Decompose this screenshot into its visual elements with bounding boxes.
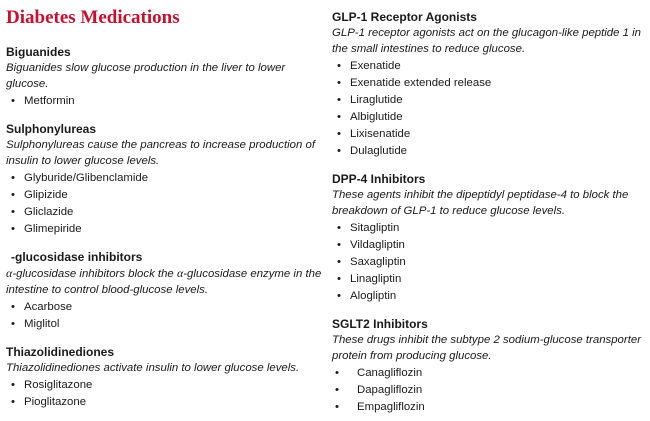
drug-list — [6, 377, 324, 411]
bullet-icon: • — [11, 301, 15, 313]
drug-item — [6, 221, 324, 238]
bullet-icon: • — [11, 379, 15, 391]
left-column — [6, 0, 324, 411]
drug-name: Metformin — [24, 95, 75, 107]
section-sulphonylureas — [6, 122, 324, 238]
bullet-icon: • — [11, 189, 15, 201]
section-description: Sulphonylureas cause the pancreas to increase production of insulin to lower glucose levels. — [6, 139, 316, 167]
bullet-icon: • — [335, 367, 339, 379]
drug-name: Linagliptin — [350, 273, 402, 285]
section-description: Biguanides slow glucose production in the liver to lower glucose. — [6, 62, 286, 90]
section-thiazolidinediones — [6, 345, 324, 411]
bullet-icon: • — [11, 206, 15, 218]
section-glp1-agonists — [332, 10, 648, 160]
page-title: Diabetes Medications — [6, 7, 180, 28]
drug-name: Exenatide — [350, 60, 401, 72]
drug-name: Liraglutide — [350, 94, 403, 106]
drug-item — [332, 271, 648, 288]
drug-name: Glipizide — [24, 189, 68, 201]
bullet-icon: • — [337, 94, 341, 106]
drug-name: Sitagliptin — [350, 222, 400, 234]
section-title: Sulphonylureas — [6, 122, 97, 136]
section-title: DPP-4 Inhibitors — [332, 172, 426, 186]
bullet-icon: • — [337, 111, 341, 123]
bullet-icon: • — [337, 128, 341, 140]
drug-item — [6, 394, 324, 411]
drug-name: Acarbose — [24, 301, 73, 313]
drug-name: Albiglutide — [350, 111, 403, 123]
section-dpp4-inhibitors — [332, 172, 648, 305]
bullet-icon: • — [337, 145, 341, 157]
drug-name: Canagliflozin — [357, 367, 423, 379]
drug-item — [332, 237, 648, 254]
bullet-icon: • — [335, 384, 339, 396]
bullet-icon: • — [337, 256, 341, 268]
drug-name: Lixisenatide — [350, 128, 411, 140]
drug-name: Saxagliptin — [350, 256, 406, 268]
section-title: GLP-1 Receptor Agonists — [332, 10, 477, 24]
drug-item — [6, 377, 324, 394]
bullet-icon: • — [11, 396, 15, 408]
drug-item — [6, 316, 324, 333]
drug-item — [6, 170, 324, 187]
drug-item — [332, 288, 648, 305]
description-text: -glucosidase inhibitors block the — [12, 268, 177, 280]
section-sglt2-inhibitors — [332, 317, 648, 416]
drug-name: Empagliflozin — [357, 401, 425, 413]
section-title: SGLT2 Inhibitors — [332, 317, 428, 331]
drug-name: Dulaglutide — [350, 145, 407, 157]
drug-item — [332, 109, 648, 126]
drug-name: Vildagliptin — [350, 239, 405, 251]
drug-name: Alogliptin — [350, 290, 397, 302]
drug-name: Rosiglitazone — [24, 379, 93, 391]
drug-item — [332, 399, 648, 416]
section-title: -glucosidase inhibitors — [11, 250, 143, 264]
drug-item — [6, 93, 324, 110]
description-text: -glucosidase enzyme in the intestine to control blood-glucose levels. — [6, 268, 322, 296]
alpha-symbol: α — [176, 266, 184, 280]
bullet-icon: • — [337, 290, 341, 302]
section-description: GLP-1 receptor agonists act on the glucagon-like peptide 1 in the small intestines to reduce glucose. — [332, 27, 642, 55]
drug-name: Dapagliflozin — [357, 384, 423, 396]
drug-item — [332, 220, 648, 237]
drug-item — [6, 187, 324, 204]
drug-list — [332, 365, 648, 416]
bullet-icon: • — [337, 60, 341, 72]
section-glucosidase-inhibitors — [6, 250, 324, 333]
bullet-icon: • — [11, 318, 15, 330]
section-description: Thiazolidinediones activate insulin to lower glucose levels. — [6, 362, 300, 374]
bullet-icon: • — [337, 273, 341, 285]
drug-list — [6, 93, 324, 110]
section-biguanides — [6, 45, 324, 110]
drug-list — [6, 299, 324, 333]
drug-name: Glimepiride — [24, 223, 82, 235]
drug-name: Miglitol — [24, 318, 60, 330]
bullet-icon: • — [337, 222, 341, 234]
drug-item — [332, 126, 648, 143]
drug-item — [6, 204, 324, 221]
drug-item — [332, 75, 648, 92]
drug-item — [6, 299, 324, 316]
right-column — [332, 0, 648, 416]
drug-name: Glyburide/Glibenclamide — [24, 172, 149, 184]
drug-item — [332, 92, 648, 109]
alpha-symbol: α — [6, 266, 13, 280]
bullet-icon: • — [11, 223, 15, 235]
drug-name: Gliclazide — [24, 206, 74, 218]
drug-name: Exenatide extended release — [350, 77, 492, 89]
drug-list — [6, 170, 324, 238]
section-description: These drugs inhibit the subtype 2 sodium-glucose transporter protein from producing glucose. — [332, 334, 641, 362]
bullet-icon: • — [11, 172, 15, 184]
section-title: Thiazolidinediones — [6, 345, 115, 359]
drug-list — [332, 58, 648, 160]
bullet-icon: • — [337, 239, 341, 251]
drug-list — [332, 220, 648, 305]
drug-item — [332, 382, 648, 399]
drug-item — [332, 58, 648, 75]
drug-name: Pioglitazone — [24, 396, 87, 408]
drug-item — [332, 254, 648, 271]
bullet-icon: • — [11, 95, 15, 107]
drug-item — [332, 143, 648, 160]
bullet-icon: • — [335, 401, 339, 413]
section-title: Biguanides — [6, 45, 71, 59]
drug-item — [332, 365, 648, 382]
bullet-icon: • — [337, 77, 341, 89]
section-description — [6, 265, 324, 298]
section-description: These agents inhibit the dipeptidyl peptidase-4 to block the breakdown of GLP-1 to reduce glucose levels. — [332, 189, 629, 217]
